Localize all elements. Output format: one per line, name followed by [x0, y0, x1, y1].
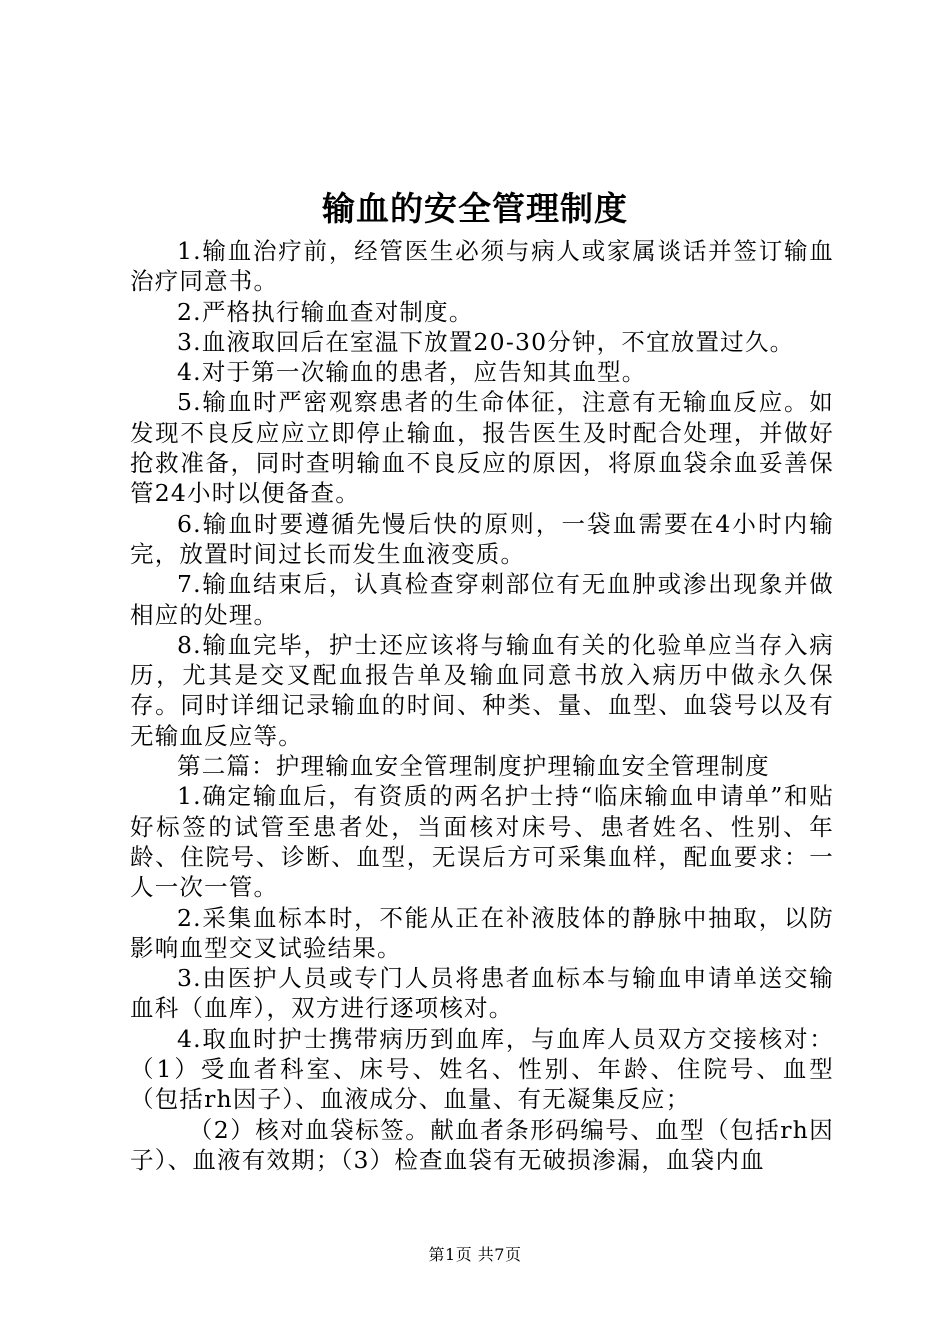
document-title: 输血的安全管理制度: [322, 189, 628, 228]
paragraph-part-two-3: 3.由医护人员或专门人员将患者血标本与输血申请单送交输血科（血库），双方进行逐项核对。: [130, 964, 834, 1023]
section-heading-part-two: 第二篇：护理输血安全管理制度护理输血安全管理制度: [177, 752, 770, 781]
paragraph-8: 8.输血完毕，护士还应该将与输血有关的化验单应当存入病历，尤其是交叉配血报告单及输血同意书放入病历中做永久保存。同时详细记录输血的时间、种类、量、血型、血袋号以及有无输血反应等。: [130, 630, 834, 750]
page-number-footer: 第1页 共7页: [428, 1245, 522, 1264]
paragraph-7: 7.输血结束后，认真检查穿刺部位有无血肿或渗出现象并做相应的处理。: [130, 570, 834, 629]
document-body: [130, 236, 834, 1175]
paragraph-3: 3.血液取回后在室温下放置20-30分钟，不宜放置过久。: [177, 327, 795, 356]
paragraph-part-two-1: 1.确定输血后，有资质的两名护士持“临床输血申请单”和贴好标签的试管至患者处，当面核对床号、患者姓名、性别、年龄、住院号、诊断、血型，无误后方可采集血样，配血要求：一人一次一管。: [130, 782, 834, 902]
paragraph-part-two-4-continued: （2）核对血袋标签。献血者条形码编号、血型（包括rh因子）、血液有效期；（3）检查血袋有无破损渗漏，血袋内血: [130, 1115, 834, 1174]
paragraph-2: 2.严格执行输血查对制度。: [177, 297, 474, 326]
paragraph-part-two-4: 4.取血时护士携带病历到血库，与血库人员双方交接核对：（1）受血者科室、床号、姓名、性别、年龄、住院号、血型（包括rh因子）、血液成分、血量、有无凝集反应；: [130, 1024, 834, 1114]
paragraph-part-two-2: 2.采集血标本时，不能从正在补液肢体的静脉中抽取，以防影响血型交叉试验结果。: [130, 903, 834, 962]
paragraph-4: 4.对于第一次输血的患者，应告知其血型。: [177, 358, 647, 387]
paragraph-5: 5.输血时严密观察患者的生命体征，注意有无输血反应。如发现不良反应应立即停止输血，报告医生及时配合处理，并做好抢救准备，同时查明输血不良反应的原因，将原血袋余血妥善保管24小时以便备查。: [130, 388, 834, 508]
paragraph-6: 6.输血时要遵循先慢后快的原则，一袋血需要在4小时内输完，放置时间过长而发生血液变质。: [130, 509, 834, 568]
paragraph-1: 1.输血治疗前，经管医生必须与病人或家属谈话并签订输血治疗同意书。: [130, 237, 834, 296]
